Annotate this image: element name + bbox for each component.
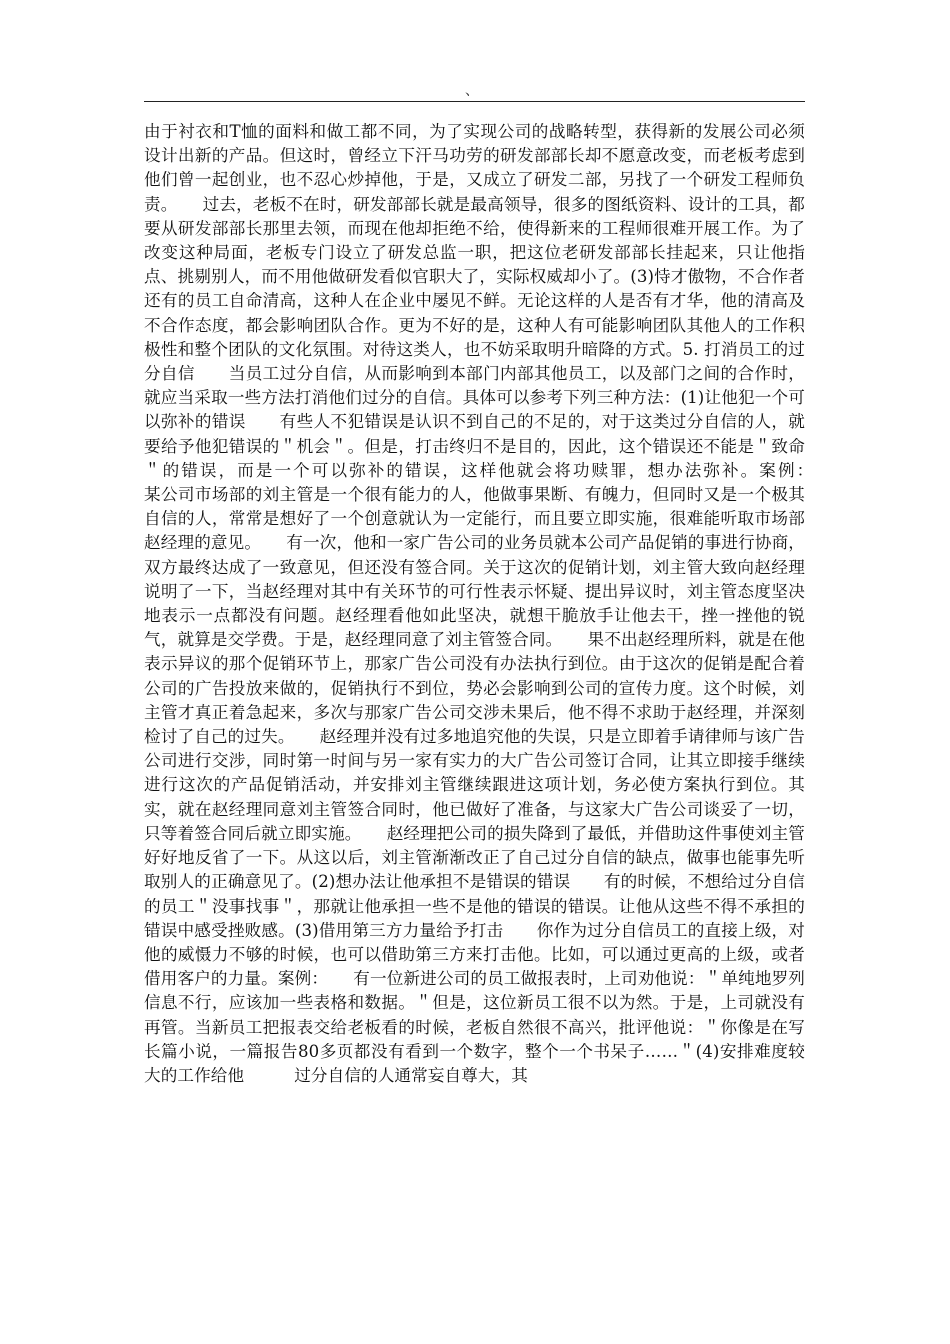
header-mark: 、 [465, 83, 479, 99]
body-paragraph: 由于衬衣和T恤的面料和做工都不同，为了实现公司的战略转型，获得新的发展公司必须设计出新的产品。但这时，曾经立下汗马功劳的研发部部长却不愿意改变，而老板考虑到他们曾一起创业，也不忍心炒掉他，于是，又成立了研发二部，另找了一个研发工程师负责。 过去，老板不在时，研发部部长就是最高领导，很多的图纸资料、设计的工具，都要从研发部部长那里去领，而现在他却拒绝不给，使得新来的工程师很难开展工作。为了改变这种局面，老板专门设立了研发总监一职，把这位老研发部部长挂起来，只让他指点、挑剔别人，而不用他做研发看似官职大了，实际权威却小了。(3)恃才傲物，不合作者 还有的员工自命清高，这种人在企业中屡见不鲜。无论这样的人是否有才华，他的清高及不合作态度，都会影响团队合作。更为不好的是，这种人有可能影响团队其他人的工作积极性和整个团队的文化氛围。对待这类人，也不妨采取明升暗降的方式。5. 打消员工的过分自信 当员工过分自信，从而影响到本部门内部其他员工，以及部门之间的合作时，就应当采取一些方法打消他们过分的自信。具体可以参考下列三种方法：(1)让他犯一个可以弥补的错误 有些人不犯错误是认识不到自己的不足的，对于这类过分自信的人，就要给予他犯错误的＂机会＂。但是，打击终归不是目的，因此，这个错误还不能是＂致命＂的错误，而是一个可以弥补的错误，这样他就会将功赎罪，想办法弥补。案例： 某公司市场部的刘主管是一个很有能力的人，他做事果断、有魄力，但同时又是一个极其自信的人，常常是想好了一个创意就认为一定能行，而且要立即实施，很难能听取市场部赵经理的意见。 有一次，他和一家广告公司的业务员就本公司产品促销的事进行协商，双方最终达成了一致意见，但还没有签合同。关于这次的促销计划，刘主管大致向赵经理说明了一下，当赵经理对其中有关环节的可行性表示怀疑、提出异议时，刘主管态度坚决地表示一点都没有问题。赵经理看他如此坚决，就想干脆放手让他去干，挫一挫他的锐气，就算是交学费。于是，赵经理同意了刘主管签合同。 果不出赵经理所料，就是在他表示异议的那个促销环节上，那家广告公司没有办法执行到位。由于这次的促销是配合着公司的广告投放来做的，促销执行不到位，势必会影响到公司的宣传力度。这个时候，刘主管才真正着急起来，多次与那家广告公司交涉未果后，他不得不求助于赵经理，并深刻检讨了自己的过失。 赵经理并没有过多地追究他的失误，只是立即着手请律师与该广告公司进行交涉，同时第一时间与另一家有实力的大广告公司签订合同，让其立即接手继续进行这次的产品促销活动，并安排刘主管继续跟进这项计划，务必使方案执行到位。其实，就在赵经理同意刘主管签合同时，他已做好了准备，与这家大广告公司谈妥了一切，只等着签合同后就立即实施。 赵经理把公司的损失降到了最低，并借助这件事使刘主管好好地反省了一下。从这以后，刘主管渐渐改正了自己过分自信的缺点，做事也能事先听取别人的正确意见了。(2)想办法让他承担不是错误的错误 有的时候，不想给过分自信的员工＂没事找事＂，那就让他承担一些不是他的错误的错误。让他从这些不得不承担的错误中感受挫败感。(3)借用第三方力量给予打击 你作为过分自信员工的直接上级，对他的威慑力不够的时候，也可以借助第三方来打击他。比如，可以通过更高的上级，或者借用客户的力量。案例： 有一位新进公司的员工做报表时，上司劝他说：＂单纯地罗列信息不行，应该加一些表格和数据。＂但是，这位新员工很不以为然。于是，上司就没有再管。当新员工把报表交给老板看的时候，老板自然很不高兴，批评他说：＂你像是在写长篇小说，一篇报告80多页都没有看到一个数字，整个一个书呆子……＂(4)安排难度较大的工作给他 过分自信的人通常妄自尊大，其 [144, 122, 939, 1085]
header-rule [144, 101, 805, 102]
document-body [144, 120, 939, 1088]
